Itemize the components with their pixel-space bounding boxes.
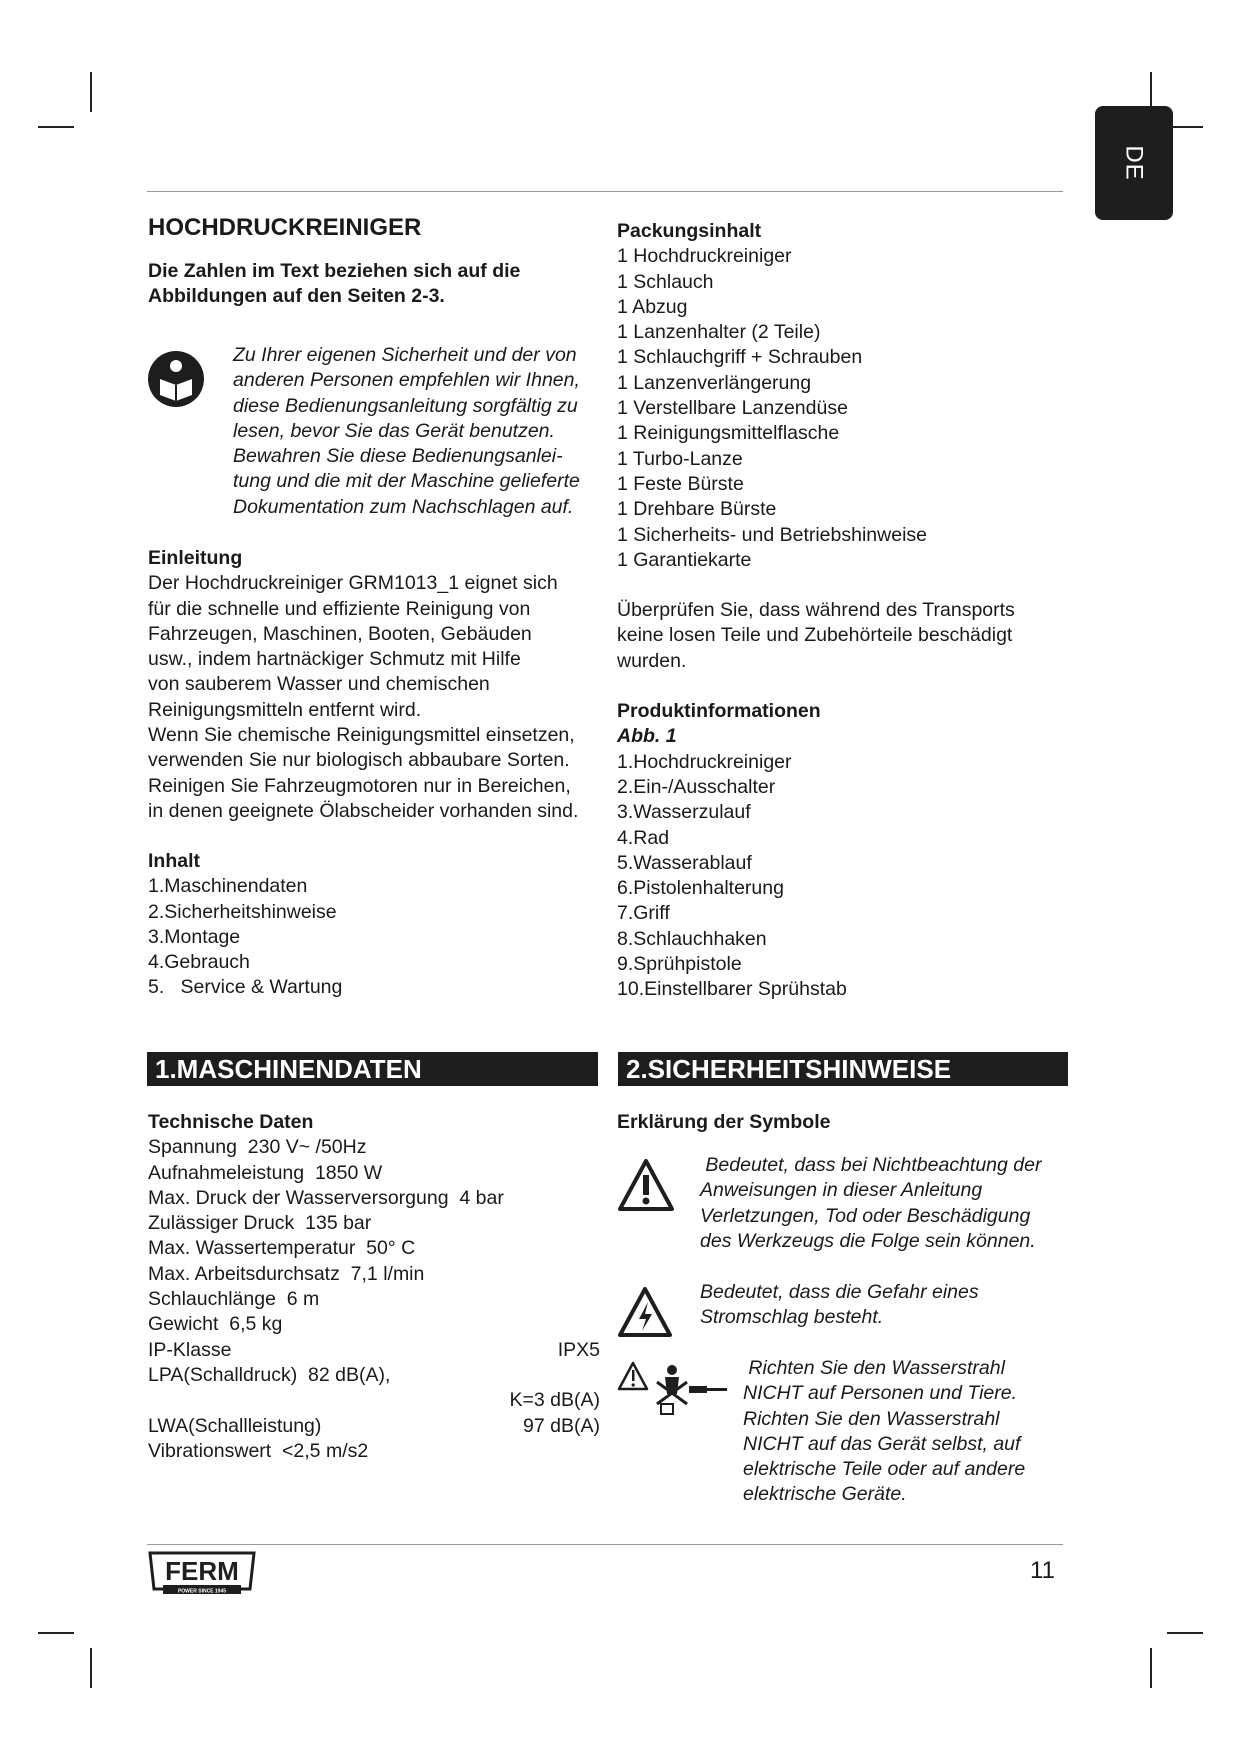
top-rule [147,191,1063,192]
list-item: 1 Hochdruckreiniger [617,245,792,268]
list-item: 8.Schlauchhaken [617,927,767,950]
no-spray-people-icon [617,1360,733,1418]
packungsinhalt-section: Packungsinhalt 1 Hochdruckreiniger 1 Schlauch 1 Abzug 1 Lanzenhalter (2 Teile) 1 Schlauchgriff + Schrauben 1 Lanzenverlängerung 1 Verstellbare Lanzendüse 1 Reinigungsmittelflasche 1 Turbo-Lanze 1 Feste Bürste 1 Drehbare Bürste 1 Sicherheits- und Betriebshinweise 1 Garantiekarte Überprüfen Sie, dass während des Transports keine losen Teile und Zubehörteile beschädigt wurden. Produktinformationen Abb. 1 1.Hochdruckreiniger 2.Ein-/Ausschalter 3.Wasserzulauf 4.Rad 5.Wasserablauf 6.Pistolenhalterung 7.Griff 8.Schlauchhaken 9.Sprühpistole 10.Einstellbarer Sprühstab [617,219,1067,1003]
list-item: 1 Sicherheits- und Betriebshinweise [617,523,928,546]
technische-daten-section [148,1110,600,1464]
list-item: 1 Lanzenverlängerung [617,371,812,394]
transport-check-text: Überprüfen Sie, dass während des Transports [617,599,1015,622]
packungsinhalt-heading: Packungsinhalt [617,220,762,242]
list-item: 1.Hochdruckreiniger [617,750,792,773]
crop-mark [38,1632,74,1634]
symbole-heading: Erklärung der Symbole [617,1111,831,1133]
spec-line: Gewicht 6,5 kg [148,1313,283,1336]
crop-mark [1167,1632,1203,1634]
spec-line-lwa: LWA(Schallleistung) 97 dB(A) [148,1414,600,1437]
spec-line: Max. Druck der Wasserversorgung 4 bar [148,1186,504,1209]
spec-line: Spannung 230 V~ /50Hz [148,1136,367,1159]
spec-line: Max. Arbeitsdurchsatz 7,1 l/min [148,1262,425,1285]
list-item: 4.Gebrauch [148,951,250,974]
list-item: 1 Garantiekarte [617,548,752,571]
logo-subtitle: POWER SINCE 1945 [177,1588,227,1595]
list-item: 1 Reinigungsmittelflasche [617,422,840,445]
symbol-desc-no-spray: Richten Sie den Wasserstrahl NICHT auf Personen und Tiere. Richten Sie den Wasserstrahl NICHT auf das Gerät selbst, auf elektrische Teile oder auf andere elektrische Geräte. [743,1357,1026,1506]
technische-daten-heading: Technische Daten [148,1111,314,1133]
list-item: 2.Sicherheitshinweise [148,900,337,923]
list-item: 1 Drehbare Bürste [617,498,777,521]
list-item: 1 Lanzenhalter (2 Teile) [617,321,821,344]
list-item: 1 Feste Bürste [617,472,744,495]
spec-line: Zulässiger Druck 135 bar [148,1212,372,1235]
spec-line-vibration: Vibrationswert <2,5 m/s2 [148,1439,369,1462]
crop-mark [1150,1648,1152,1688]
list-item: 7.Griff [617,902,670,925]
warning-triangle-icon [617,1158,675,1212]
spec-line: Aufnahmeleistung 1850 W [148,1161,383,1184]
list-item: 1 Schlauch [617,270,714,293]
spec-line: Schlauchlänge 6 m [148,1288,320,1311]
list-item: 9.Sprühpistole [617,953,742,976]
ferm-logo [147,1549,257,1597]
list-item: 1 Schlauchgriff + Schrauben [617,346,863,369]
figure-reference-note: Die Zahlen im Text beziehen sich auf die Abbildungen auf den Seiten 2-3. [148,260,521,308]
crop-mark [90,1648,92,1688]
produktinfo-heading: Produktinformationen [617,700,821,723]
list-item: 1.Maschinendaten [148,875,308,898]
bottom-rule [147,1544,1063,1545]
page-title: HOCHDRUCKREINIGER [148,214,422,241]
list-item: 2.Ein-/Ausschalter [617,775,776,798]
inhalt-heading: Inhalt [148,850,200,872]
list-item: 5.Wasserablauf [617,851,752,874]
list-item: 10.Einstellbarer Sprühstab [617,978,847,1001]
list-item: 5. Service & Wartung [148,976,343,999]
ferm-logo-shape [147,1549,257,1597]
list-item: 3.Wasserzulauf [617,801,751,824]
electric-shock-icon [617,1286,673,1338]
crop-mark [38,126,74,128]
figure-label: Abb. 1 [617,725,677,748]
einleitung-heading: Einleitung [148,547,243,569]
list-item: 4.Rad [617,826,670,849]
language-tab [1095,106,1173,220]
page-number: 11 [1030,1557,1055,1584]
safety-italic-note: Zu Ihrer eigenen Sicherheit und der von anderen Personen empfehlen wir Ihnen, diese Bedienungsanleitung sorgfältig zu lesen, bevor Sie das Gerät benutzen. Bewahren Sie diese Bedienungsanlei- tung und die mit der Maschine gelieferte Dokumentation zum Nachschlagen auf. [233,344,580,518]
logo-text: FERM [165,1556,239,1586]
spec-line-k: K=3 dB(A) [509,1389,600,1412]
list-item: 6.Pistolenhalterung [617,877,784,900]
crop-mark [90,72,92,112]
symbol-desc-warning: Bedeutet, dass bei Nichtbeachtung der Anweisungen in dieser Anleitung Verletzungen, Tod oder Beschädigung des Werkzeugs die Folge sein können. [700,1154,1042,1252]
einleitung-section: Einleitung Der Hochdruckreiniger GRM1013_1 eignet sich für die schnelle und effiziente Reinigung von Fahrzeugen, Maschinen, Booten, Gebäuden usw., indem hartnäckiger Schmutz mit Hilfe von sauberem Wasser und chemischen Reinigungsmitteln entfernt wird. Wenn Sie chemische Reinigungsmittel einsetzen, verwenden Sie nur biologisch abbaubare Sorten. Reinigen Sie Fahrzeugmotoren nur in Bereichen, in denen geeignete Ölabscheider vorhanden sind. [148,546,603,824]
list-item: 1 Abzug [617,295,688,318]
list-item: 1 Turbo-Lanze [617,447,743,470]
list-item: 1 Verstellbare Lanzendüse [617,397,848,420]
intro-column [148,213,598,310]
list-item: 3.Montage [148,925,241,948]
section-bar-maschinendaten: 1.MASCHINENDATEN [147,1052,598,1086]
spec-line: Max. Wassertemperatur 50° C [148,1237,416,1260]
read-manual-icon [146,349,206,409]
symbol-desc-electric: Bedeutet, dass die Gefahr eines Stromschlag besteht. [700,1281,979,1329]
spec-line-lpa: LPA(Schalldruck) 82 dB(A), [148,1363,391,1386]
inhalt-section [148,849,603,1001]
language-tab-label: DE [1121,145,1148,181]
section-bar-sicherheitshinweise: 2.SICHERHEITSHINWEISE [618,1052,1068,1086]
spec-line-ip: IP-Klasse IPX5 [148,1338,600,1361]
